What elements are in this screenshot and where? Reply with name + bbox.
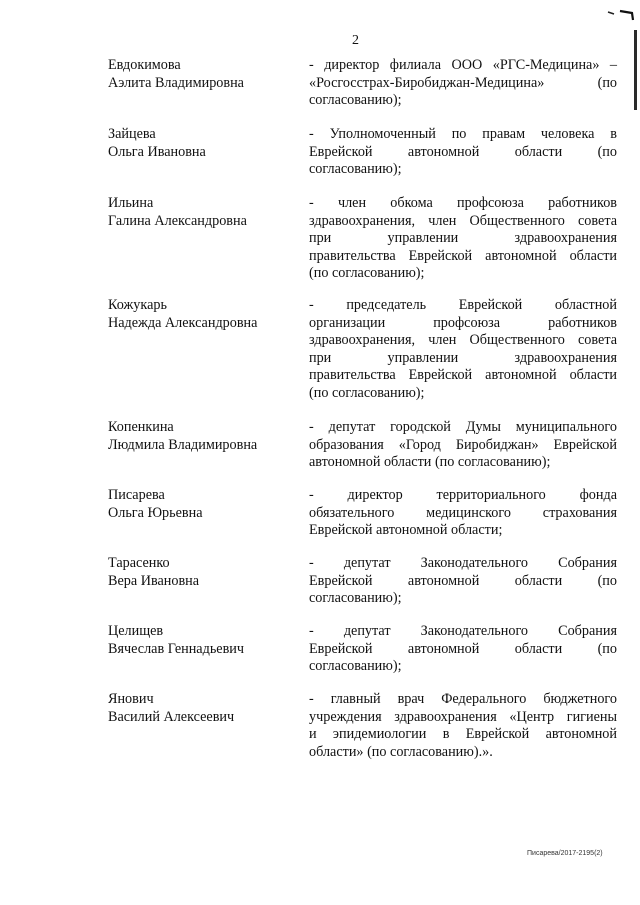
member-given-names: Галина Александровна xyxy=(108,212,247,229)
role-line: обязательного медицинского страхования xyxy=(309,504,617,521)
role-line: согласованию); xyxy=(309,658,402,674)
role-line: при управлении здравоохранения xyxy=(309,349,617,366)
member-surname: Кожукарь xyxy=(108,297,167,313)
role-line: правительства Еврейской автономной области xyxy=(309,367,617,383)
role-line: при управлении здравоохранения xyxy=(309,230,617,246)
member-given-names: Аэлита Владимировна xyxy=(108,74,244,91)
member-role xyxy=(309,555,617,608)
role-line: области» (по согласованию).». xyxy=(309,743,493,760)
member-role xyxy=(309,297,617,402)
member-role xyxy=(309,419,617,472)
role-line: (по согласованию); xyxy=(309,265,425,281)
role-line: учреждения здравоохранения «Центр гигиены xyxy=(309,708,617,725)
member-role xyxy=(309,195,617,283)
role-line: - член обкома профсоюза работников xyxy=(309,195,617,211)
member-name xyxy=(108,487,308,522)
member-given-names: Василий Алексеевич xyxy=(108,708,235,725)
role-line: автономной области (по согласованию); xyxy=(309,454,551,470)
member-surname: Тарасенко xyxy=(108,555,170,571)
role-line: здравоохранения, член Общественного совета xyxy=(309,332,617,348)
member-name xyxy=(108,57,308,92)
member-role xyxy=(309,691,617,761)
member-surname: Янович xyxy=(108,691,154,707)
role-line: - главный врач Федерального бюджетного xyxy=(309,691,617,707)
role-line: «Росгосстрах-Биробиджан-Медицина» (по xyxy=(309,74,617,91)
role-line: - председатель Еврейской областной xyxy=(309,297,617,313)
role-line: правительства Еврейской автономной области xyxy=(309,247,617,264)
member-role xyxy=(309,57,617,110)
member-name xyxy=(108,419,308,454)
role-line: организации профсоюза работников xyxy=(309,314,617,331)
member-name xyxy=(108,623,308,658)
role-line: согласованию); xyxy=(309,92,402,108)
role-line: согласованию); xyxy=(309,590,402,606)
member-role xyxy=(309,623,617,676)
member-given-names: Людмила Владимировна xyxy=(108,436,258,453)
member-surname: Зайцева xyxy=(108,126,156,142)
role-line: образования «Город Биробиджан» Еврейской xyxy=(309,436,617,453)
member-name xyxy=(108,555,308,590)
member-role xyxy=(309,487,617,540)
role-line: - Уполномоченный по правам человека в xyxy=(309,126,617,142)
role-line: и эпидемиологии в Еврейской автономной xyxy=(309,726,617,742)
member-name xyxy=(108,297,308,332)
member-given-names: Вера Ивановна xyxy=(108,572,200,589)
member-surname: Целищев xyxy=(108,623,164,639)
member-given-names: Ольга Ивановна xyxy=(108,143,206,160)
role-line: (по согласованию); xyxy=(309,384,425,401)
role-line: Еврейской автономной области (по xyxy=(309,640,617,657)
member-role xyxy=(309,126,617,179)
member-given-names: Надежда Александровна xyxy=(108,314,258,331)
page-number: 2 xyxy=(352,33,359,48)
role-line: - депутат городской Думы муниципального xyxy=(309,419,617,435)
member-surname: Евдокимова xyxy=(108,57,181,73)
scan-edge-line xyxy=(634,30,637,110)
member-surname: Копенкина xyxy=(108,419,174,435)
member-name xyxy=(108,691,308,726)
member-name xyxy=(108,126,308,161)
role-line: Еврейской автономной области (по xyxy=(309,572,617,589)
role-line: Еврейской автономной области; xyxy=(309,522,503,538)
role-line: - депутат Законодательного Собрания xyxy=(309,555,617,571)
role-line: здравоохранения, член Общественного совета xyxy=(309,212,617,229)
role-line: - директор территориального фонда xyxy=(309,487,617,503)
role-line: Еврейской автономной области (по xyxy=(309,143,617,160)
footer-document-code: Писарева/2017-2195(2) xyxy=(527,850,603,857)
member-given-names: Вячеслав Геннадьевич xyxy=(108,640,245,657)
member-given-names: Ольга Юрьевна xyxy=(108,504,203,521)
role-line: - директор филиала ООО «РГС-Медицина» – xyxy=(309,57,617,73)
scan-artifact-mark xyxy=(606,8,636,22)
role-line: согласованию); xyxy=(309,161,402,177)
member-surname: Ильина xyxy=(108,195,154,211)
member-name xyxy=(108,195,308,230)
member-surname: Писарева xyxy=(108,487,165,503)
role-line: - депутат Законодательного Собрания xyxy=(309,623,617,639)
